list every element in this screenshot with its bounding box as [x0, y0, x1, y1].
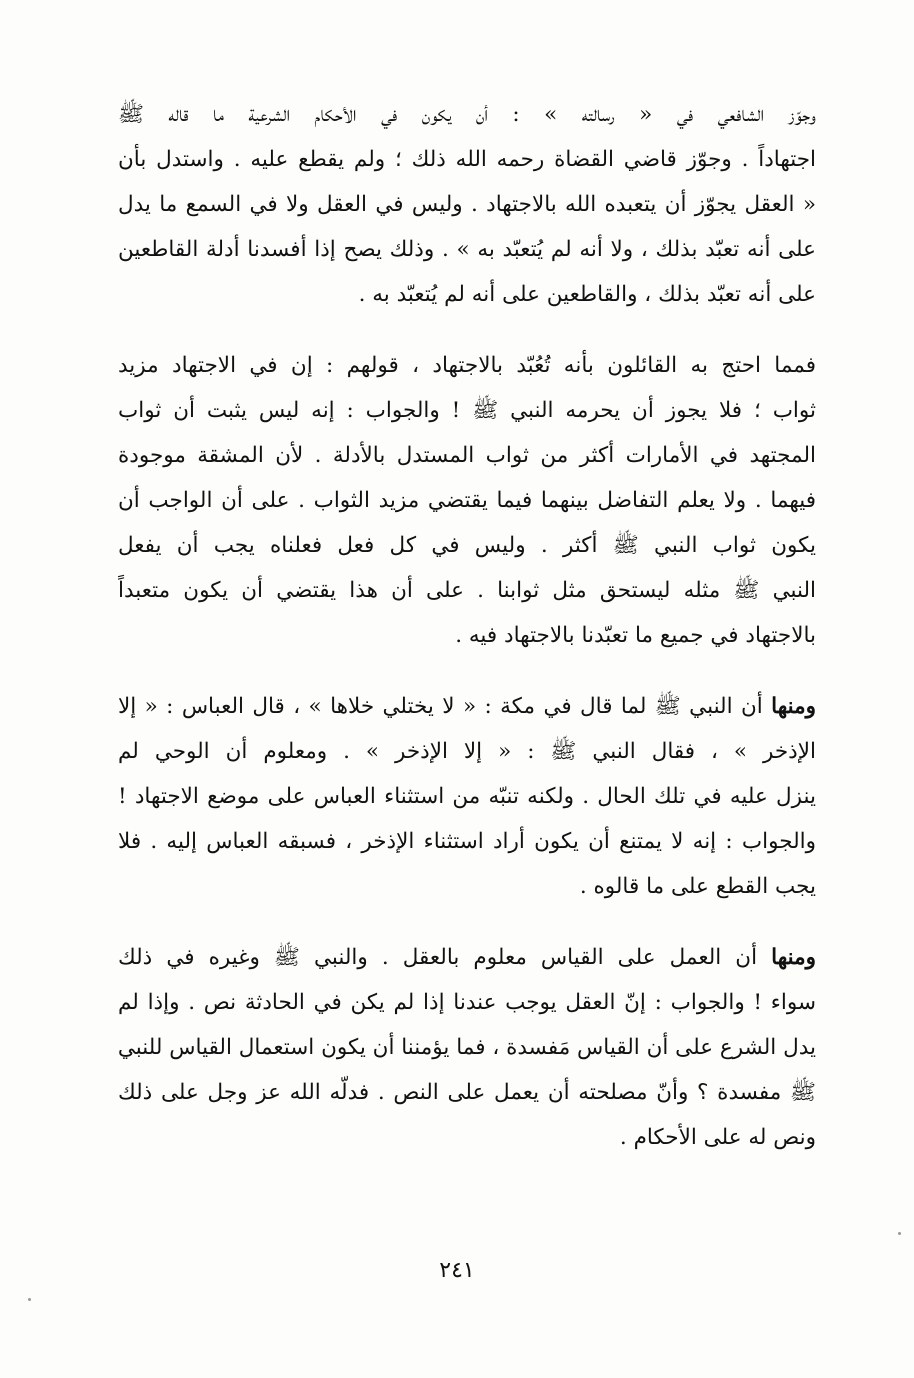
text-line: يدل الشرع على أن القياس مَفسدة ، فما يؤمننا أن يكون استعمال القياس للنبي [118, 1035, 816, 1060]
text-line: فيهما . ولا يعلم التفاضل بينهما فيما يقتضي مزيد الثواب . على أن الواجب أن [118, 488, 816, 513]
text-line: على أنه تعبّد بذلك ، والقاطعين على أنه لم يُتعبّد به . [358, 282, 816, 307]
text-line [118, 935, 816, 980]
paragraph-lead-word: ومنها [771, 694, 816, 719]
paragraph-3 [118, 684, 816, 909]
text-line: « العقل يجوّز أن يتعبده الله بالاجتهاد . وليس في العقل ولا في السمع ما يدل [118, 192, 816, 217]
text-line: سواء ! والجواب : إنّ العقل يوجب عندنا إذا لم يكن في الحادثة نص . وإذا لم [118, 990, 816, 1015]
text-line-rest: أن النبي ﷺ لما قال في مكة : « لا يختلي خلاها » ، قال العباس : « إلا [118, 694, 772, 719]
text-line-rest: أن العمل على القياس معلوم بالعقل . والنبي ﷺ وغيره في ذلك [118, 945, 772, 970]
text-line [118, 684, 816, 729]
text-line: المجتهد في الأمارات أكثر من ثواب المستدل بالأدلة . لأن المشقة موجودة [118, 443, 816, 468]
text-line: ينزل عليه في تلك الحال . ولكنه تنبّه من استثناء العباس على موضع الاجتهاد ! [118, 784, 816, 809]
text-line: الإذخر » ، فقال النبي ﷺ : « إلا الإذخر » . ومعلوم أن الوحي لم [118, 739, 816, 764]
paragraph-1 [118, 92, 816, 317]
text-line: فمما احتج به القائلون بأنه تُعُبّد بالاجتهاد ، قولهم : إن في الاجتهاد مزيد [118, 353, 816, 378]
text-line: النبي ﷺ مثله ليستحق مثل ثوابنا . على أن هذا يقتضي أن يكون متعبداً [118, 578, 816, 603]
scan-speck [898, 1232, 901, 1235]
text-line: ﷺ مفسدة ؟ وأنّ مصلحته أن يعمل على النص . فدلّه الله عز وجل على ذلك [118, 1080, 816, 1105]
scan-speck [28, 1298, 31, 1301]
paragraph-4 [118, 935, 816, 1160]
text-line: على أنه تعبّد بذلك ، ولا أنه لم يُتعبّد به » . وذلك يصح إذا أفسدنا أدلة القاطعين [118, 237, 816, 262]
text-line: يجب القطع على ما قالوه . [579, 874, 816, 899]
text-line: والجواب : إنه لا يمتنع أن يكون أراد استثناء الإذخر ، فسبقه العباس إليه . فلا [118, 829, 816, 854]
page-number: ٢٤١ [439, 1258, 475, 1283]
text-line: يكون ثواب النبي ﷺ أكثر . وليس في كل فعل فعلناه يجب أن يفعل [118, 533, 816, 558]
text-line: بالاجتهاد في جميع ما تعبّدنا بالاجتهاد فيه . [455, 623, 816, 648]
paragraph-2 [118, 343, 816, 658]
text-line: وجوّز الشافعي في « رسالته » : أن يكون في الأحكام الشرعية ما قاله ﷺ [118, 102, 816, 127]
text-line: اجتهاداً . وجوّز قاضي القضاة رحمه الله ذلك ؛ ولم يقطع عليه . واستدل بأن [118, 147, 816, 172]
text-line: ثواب ؛ فلا يجوز أن يحرمه النبي ﷺ ! والجواب : إنه ليس يثبت أن ثواب [118, 398, 816, 423]
paragraph-lead-word: ومنها [771, 945, 816, 970]
text-line: ونص له على الأحكام . [619, 1125, 816, 1150]
page-body [118, 92, 816, 1186]
